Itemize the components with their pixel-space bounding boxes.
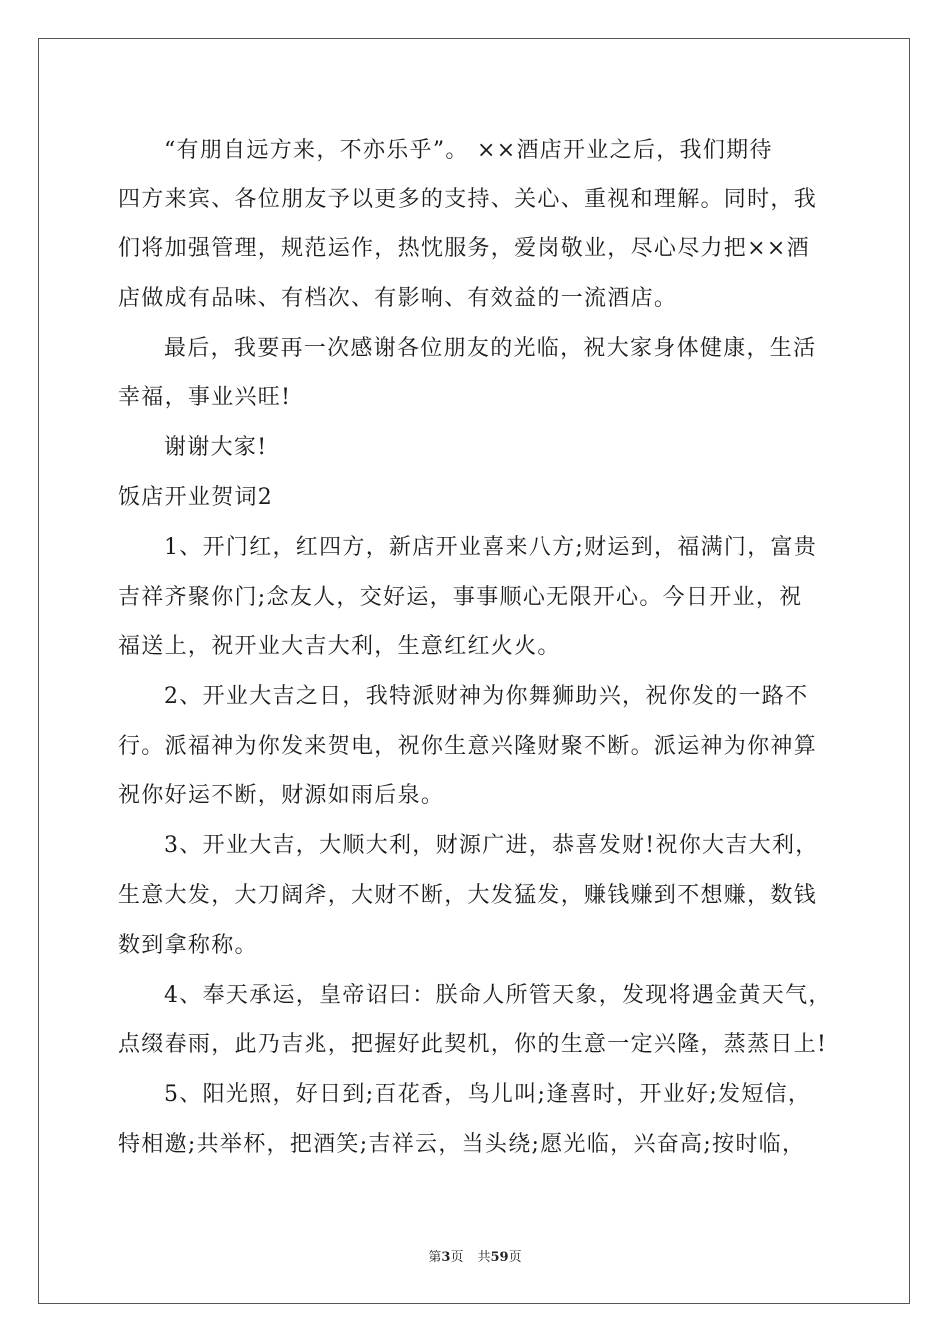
body-text-line: 最后，我要再一次感谢各位朋友的光临，祝大家身体健康，生活: [164, 336, 817, 361]
body-text-line: 3、开业大吉，大顺大利，财源广进，恭喜发财!祝你大吉大利，: [164, 833, 819, 858]
body-text-line: 四方来宾、各位朋友予以更多的支持、关心、重视和理解。同时，我: [118, 187, 818, 212]
body-text-line: 数到拿称称。: [118, 933, 258, 958]
body-text-line: 们将加强管理，规范运作，热忱服务，爱岗敬业，尽心尽力把××酒: [118, 236, 810, 261]
body-text-line: 店做成有品味、有档次、有影响、有效益的一流酒店。: [118, 286, 678, 311]
body-text-line: 幸福，事业兴旺!: [118, 385, 292, 410]
body-text-line: 1、开门红，红四方，新店开业喜来八方;财运到，福满门，富贵: [164, 535, 818, 560]
total-suffix: 页: [508, 1250, 522, 1265]
page-footer: [0, 1250, 950, 1266]
page-number: 3: [441, 1250, 451, 1265]
page-prefix: 第: [428, 1250, 442, 1265]
page-border: [38, 38, 910, 1304]
body-text-line: 谢谢大家!: [164, 435, 268, 460]
total-prefix: 共: [477, 1250, 491, 1265]
body-text-line: 吉祥齐聚你门;念友人，交好运，事事顺心无限开心。今日开业，祝: [118, 585, 803, 610]
page-suffix: 页: [450, 1250, 464, 1265]
total-pages: 59: [490, 1250, 509, 1265]
body-text-line: 生意大发，大刀阔斧，大财不断，大发猛发，赚钱赚到不想赚，数钱: [118, 883, 818, 908]
body-text-line: 行。派福神为你发来贺电，祝你生意兴隆财聚不断。派运神为你神算: [118, 734, 818, 759]
body-text-line: 2、开业大吉之日，我特派财神为你舞狮助兴，祝你发的一路不: [164, 684, 809, 709]
body-text-line: “有朋自远方来，不亦乐乎”。 ××酒店开业之后，我们期待: [164, 138, 773, 163]
body-text-line: 祝你好运不断，财源如雨后泉。: [118, 783, 445, 808]
body-text-line: 特相邀;共举杯，把酒笑;吉祥云，当头绕;愿光临，兴奋高;按时临，: [118, 1132, 806, 1157]
section-heading: 饭店开业贺词2: [118, 485, 274, 510]
body-text-line: 5、阳光照，好日到;百花香，鸟儿叫;逢喜时，开业好;发短信，: [164, 1082, 812, 1107]
body-text-line: 福送上，祝开业大吉大利，生意红红火火。: [118, 634, 561, 659]
body-text-line: 点缀春雨，此乃吉兆，把握好此契机，你的生意一定兴隆，蒸蒸日上!: [118, 1032, 828, 1057]
body-text-line: 4、奉天承运，皇帝诏曰：朕命人所管天象，发现将遇金黄天气，: [164, 983, 832, 1008]
